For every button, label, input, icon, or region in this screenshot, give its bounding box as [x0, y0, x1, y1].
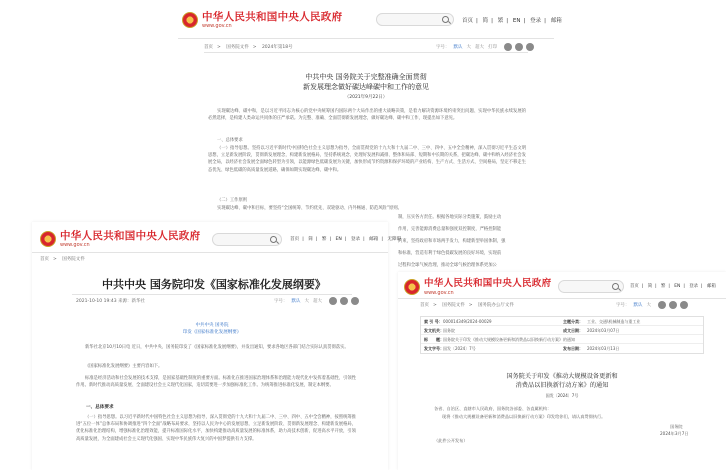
document-number: 国发〔2024〕7号	[545, 393, 579, 398]
body-line: 现将《推动大规模设备更新和消费品以旧换新行动方案》印发给你们，请认真贯彻执行。	[442, 414, 606, 419]
font-default[interactable]: 默认	[453, 45, 463, 50]
qzone-share-icon[interactable]	[680, 301, 688, 309]
font-large[interactable]: 大	[646, 303, 651, 308]
paragraph-guidance: （一）指导思想。坚持以习近平新时代中国特色社会主义思想为指导，全面贯彻党的十九大和十九届二中、三中、四中、五中全会精神，深入贯彻习近平生态文明思想，立足新发展阶段，贯彻新发展理念，构建新发展格局，坚持系统观念，处理好发展和减排、整体和局部、短期和中长期的关系，把碳达峰、碳中和纳入经济社会发展全局，以经济社会发展全面绿色转型为引领，以能源绿色低碳发展为关键，加快形成节约资源和保护环境的产业结构、生产方式、生活方式、空间格局，坚定不移走生态优先、绿色低碳的高质量发展道路，确保如期实现碳达峰、碳中和。	[208, 146, 526, 173]
crumb-home[interactable]: 首页	[40, 257, 49, 262]
paragraph-summary: 《国家标准化发展纲要》主要内容如下。	[85, 364, 163, 369]
qzone-share-icon[interactable]	[526, 43, 534, 51]
site-logo[interactable]	[404, 278, 551, 296]
breadcrumb: 首页 > 国务院文件 > 2024年第18号	[204, 45, 293, 50]
nav-english[interactable]: EN	[335, 237, 342, 242]
nav-traditional[interactable]: 繁	[497, 18, 504, 24]
nav-mail[interactable]: 邮箱	[550, 18, 562, 24]
nav-traditional[interactable]: 繁	[660, 284, 666, 289]
crumb-sub[interactable]: 国务院办公厅文件	[477, 303, 514, 308]
search-icon[interactable]	[612, 283, 619, 290]
site-name: 中华人民共和国中央人民政府	[202, 11, 343, 23]
weibo-share-icon[interactable]	[329, 297, 337, 305]
site-logo[interactable]	[182, 11, 342, 29]
document-date: （2021年9月22日）	[344, 95, 388, 100]
font-large[interactable]: 大	[466, 45, 471, 50]
search-input[interactable]	[376, 13, 454, 26]
paragraph-background: 标准是经济活动和社会发展的技术支撑，是国家基础性制度的重要方面。标准化在推进国家治理体系和治理能力现代化中发挥着基础性、引领性作用。新时代推动高质量发展、全面建设社会主义现代化国家，迫切需要进一步加强标准化工作。为统筹推进标准化发展，制定本纲要。	[76, 376, 356, 389]
site-domain: www.gov.cn	[424, 290, 454, 296]
search-icon[interactable]	[442, 16, 449, 23]
header-divider	[398, 298, 726, 299]
equipment-renewal-document-window	[398, 272, 726, 470]
font-default[interactable]: 默认	[633, 303, 643, 308]
signature-date: 2024年3月7日	[660, 431, 689, 436]
doc-tools	[436, 43, 534, 51]
crumb-divider	[204, 52, 528, 53]
paragraph-guidance: （一）指导思想。以习近平新时代中国特色社会主义思想为指导，深入贯彻党的十九大和十九届二中、三中、四中、五中全会精神，按照统筹推进“五位一体”总体布局和协调推进“四个全面”战略布局要求，坚持以人民为中心的发展思想，立足新发展阶段、贯彻新发展理念、构建新发展格局，优化标准化治理结构，增强标准化治理效能，提升标准国际化水平，加快构建推动高质量发展的标准体系，助力高技术创新，促进高水平开放，引领高质量发展，为全面建成社会主义现代化强国、实现中华民族伟大复兴的中国梦提供有力支撑。	[76, 415, 356, 442]
paragraph-intro: 新华社北京10月10日电 近日，中共中央、国务院印发了《国家标准化发展纲要》，并发出通知，要求各地区各部门结合实际认真贯彻落实。	[85, 345, 349, 350]
standardization-document-window	[32, 222, 402, 470]
nav-login[interactable]: 登录	[350, 237, 361, 242]
site-domain: www.gov.cn	[202, 23, 232, 29]
subsection-heading: （二）工作原则	[217, 198, 248, 203]
nav-login[interactable]: 登录	[530, 18, 542, 24]
nav-home[interactable]: 首页	[290, 237, 300, 242]
weibo-share-icon[interactable]	[658, 301, 666, 309]
print-link[interactable]: 打印	[488, 45, 497, 50]
nav-mail[interactable]: 邮箱	[369, 237, 379, 242]
nav-simplified[interactable]: 简	[308, 237, 313, 242]
site-name: 中华人民共和国中央人民政府	[60, 230, 201, 242]
search-input[interactable]	[212, 233, 282, 246]
nav-traditional[interactable]: 繁	[321, 237, 327, 242]
crumb-home[interactable]: 首页	[420, 303, 429, 308]
national-emblem-icon	[182, 12, 198, 28]
nav-simplified[interactable]: 简	[482, 18, 489, 24]
document-title: 中共中央 国务院印发《国家标准化发展纲要》	[102, 278, 326, 291]
issuer-block	[132, 322, 292, 336]
nav-simplified[interactable]: 简	[647, 284, 653, 289]
section-heading: 一、总体要求	[217, 138, 243, 143]
header-divider	[178, 38, 554, 39]
header-divider	[32, 252, 388, 253]
fragment-line: 约束，坚持政府和市场两手发力，构建新型举国体制，强	[398, 239, 506, 244]
nav-home[interactable]: 首页	[630, 284, 639, 289]
doc-tools	[274, 297, 359, 305]
publish-info: 2021-10-10 19:43 来源：新华社	[76, 299, 145, 304]
search-icon[interactable]	[270, 236, 277, 243]
nav-mail[interactable]: 邮箱	[706, 284, 716, 289]
fragment-line: 制，压实各方责任。根据各地实际分类施策，鼓励主动	[398, 215, 502, 220]
site-domain: www.gov.cn	[60, 242, 90, 248]
font-size-label: 字号：	[274, 299, 288, 304]
qzone-share-icon[interactable]	[351, 297, 359, 305]
font-xlarge[interactable]: 超大	[313, 299, 322, 304]
issuer-subtitle: 印发《国家标准化发展纲要》	[182, 330, 242, 335]
font-default[interactable]: 默认	[291, 299, 301, 304]
font-large[interactable]: 大	[304, 299, 309, 304]
addressee-line: 各省、自治区、直辖市人民政府，国务院各部委、各直属机构：	[434, 406, 552, 411]
national-emblem-icon	[404, 279, 420, 295]
doc-tools	[616, 301, 688, 309]
crumb-issue[interactable]: 2024年第18号	[261, 45, 293, 50]
crumb-section[interactable]: 国务院文件	[62, 257, 85, 262]
font-size-label: 字号：	[436, 45, 450, 50]
nav-english[interactable]: EN	[674, 284, 681, 289]
issuer-name: 中共中央 国务院	[195, 323, 229, 328]
publication-note: （此件公开发布）	[434, 438, 468, 443]
document-title: 国务院关于印发《推动大规模设备更新和 消费品以旧换新行动方案》的通知	[506, 373, 618, 389]
wechat-share-icon[interactable]	[515, 43, 523, 51]
fragment-line: 过程和全球气候治理，推动全球气候治理体系更加公	[398, 263, 497, 268]
top-nav: 首页 | 简 | 繁 | EN | 登录 | 邮箱	[630, 284, 716, 289]
document-title: 中共中央 国务院关于完整准确全面贯彻 新发展理念做好碳达峰碳中和工作的意见	[303, 73, 429, 91]
font-xlarge[interactable]: 超大	[475, 45, 484, 50]
nav-english[interactable]: EN	[512, 18, 521, 24]
meta-row: 发文字号： 国发〔2024〕7号 发布日期： 2024年03月13日	[424, 346, 620, 351]
wechat-share-icon[interactable]	[340, 297, 348, 305]
breadcrumb: 首页 > 国务院文件 > 国务院办公厅文件	[420, 303, 514, 308]
title-divider	[72, 294, 352, 295]
weibo-share-icon[interactable]	[504, 43, 512, 51]
signature: 国务院	[670, 424, 683, 429]
nav-login[interactable]: 登录	[689, 284, 699, 289]
meta-row: 标 题： 国务院关于印发《推动大规模设备更新和消费品以旧换新行动方案》的通知	[421, 335, 703, 344]
paragraph-intro: 实现碳达峰、碳中和，是以习近平同志为核心的党中央统筹国内国际两个大局作出的重大战略决策，是着力解决资源环境约束突出问题、实现中华民族永续发展的必然选择，是构建人类命运共同体的庄严承诺。为完整、准确、全面贯彻新发展理念，做好碳达峰、碳中和工作，现提出如下意见。	[208, 109, 526, 122]
document-metadata-table	[420, 316, 704, 354]
crumb-section[interactable]: 国务院文件	[226, 45, 249, 50]
crumb-section[interactable]: 国务院文件	[442, 303, 465, 308]
meta-row: 发文机关： 国务院 成文日期： 2024年03月07日	[421, 326, 703, 335]
search-input[interactable]	[558, 280, 624, 293]
breadcrumb: 首页 > 国务院文件	[40, 257, 85, 262]
national-emblem-icon	[40, 231, 56, 247]
top-nav: 首页 | 简 | 繁 | EN | 登录 | 邮箱 | 无障碍	[290, 237, 402, 242]
fragment-line: 和标准，营造有利于绿色低碳发展的良好环境，实现前	[398, 251, 502, 256]
font-size-label: 字号：	[616, 303, 630, 308]
meta-row: 索 引 号： 000014349/2024-00029 主题分类： 工业、交通\机械制造与重工业	[421, 317, 703, 326]
nav-home[interactable]: 首页	[462, 18, 474, 24]
top-nav: 首页 | 简 | 繁 | EN | 登录 | 邮箱	[462, 18, 562, 24]
site-logo[interactable]	[40, 230, 200, 248]
fragment-line: 作用，完善能源消费总量和强度双控制度，严格控制能	[398, 227, 502, 232]
site-header	[178, 0, 562, 38]
crumb-home[interactable]: 首页	[204, 45, 213, 50]
paragraph-principles: 实现碳达峰、碳中和目标，要坚持“全国统筹、节约优先、双轮驱动、内外畅通、防范风险”原则。	[217, 206, 402, 211]
wechat-share-icon[interactable]	[669, 301, 677, 309]
site-name: 中华人民共和国中央人民政府	[424, 278, 552, 289]
nav-accessibility[interactable]: 无障碍	[387, 237, 402, 242]
section-heading: 一、总体要求	[86, 405, 114, 410]
